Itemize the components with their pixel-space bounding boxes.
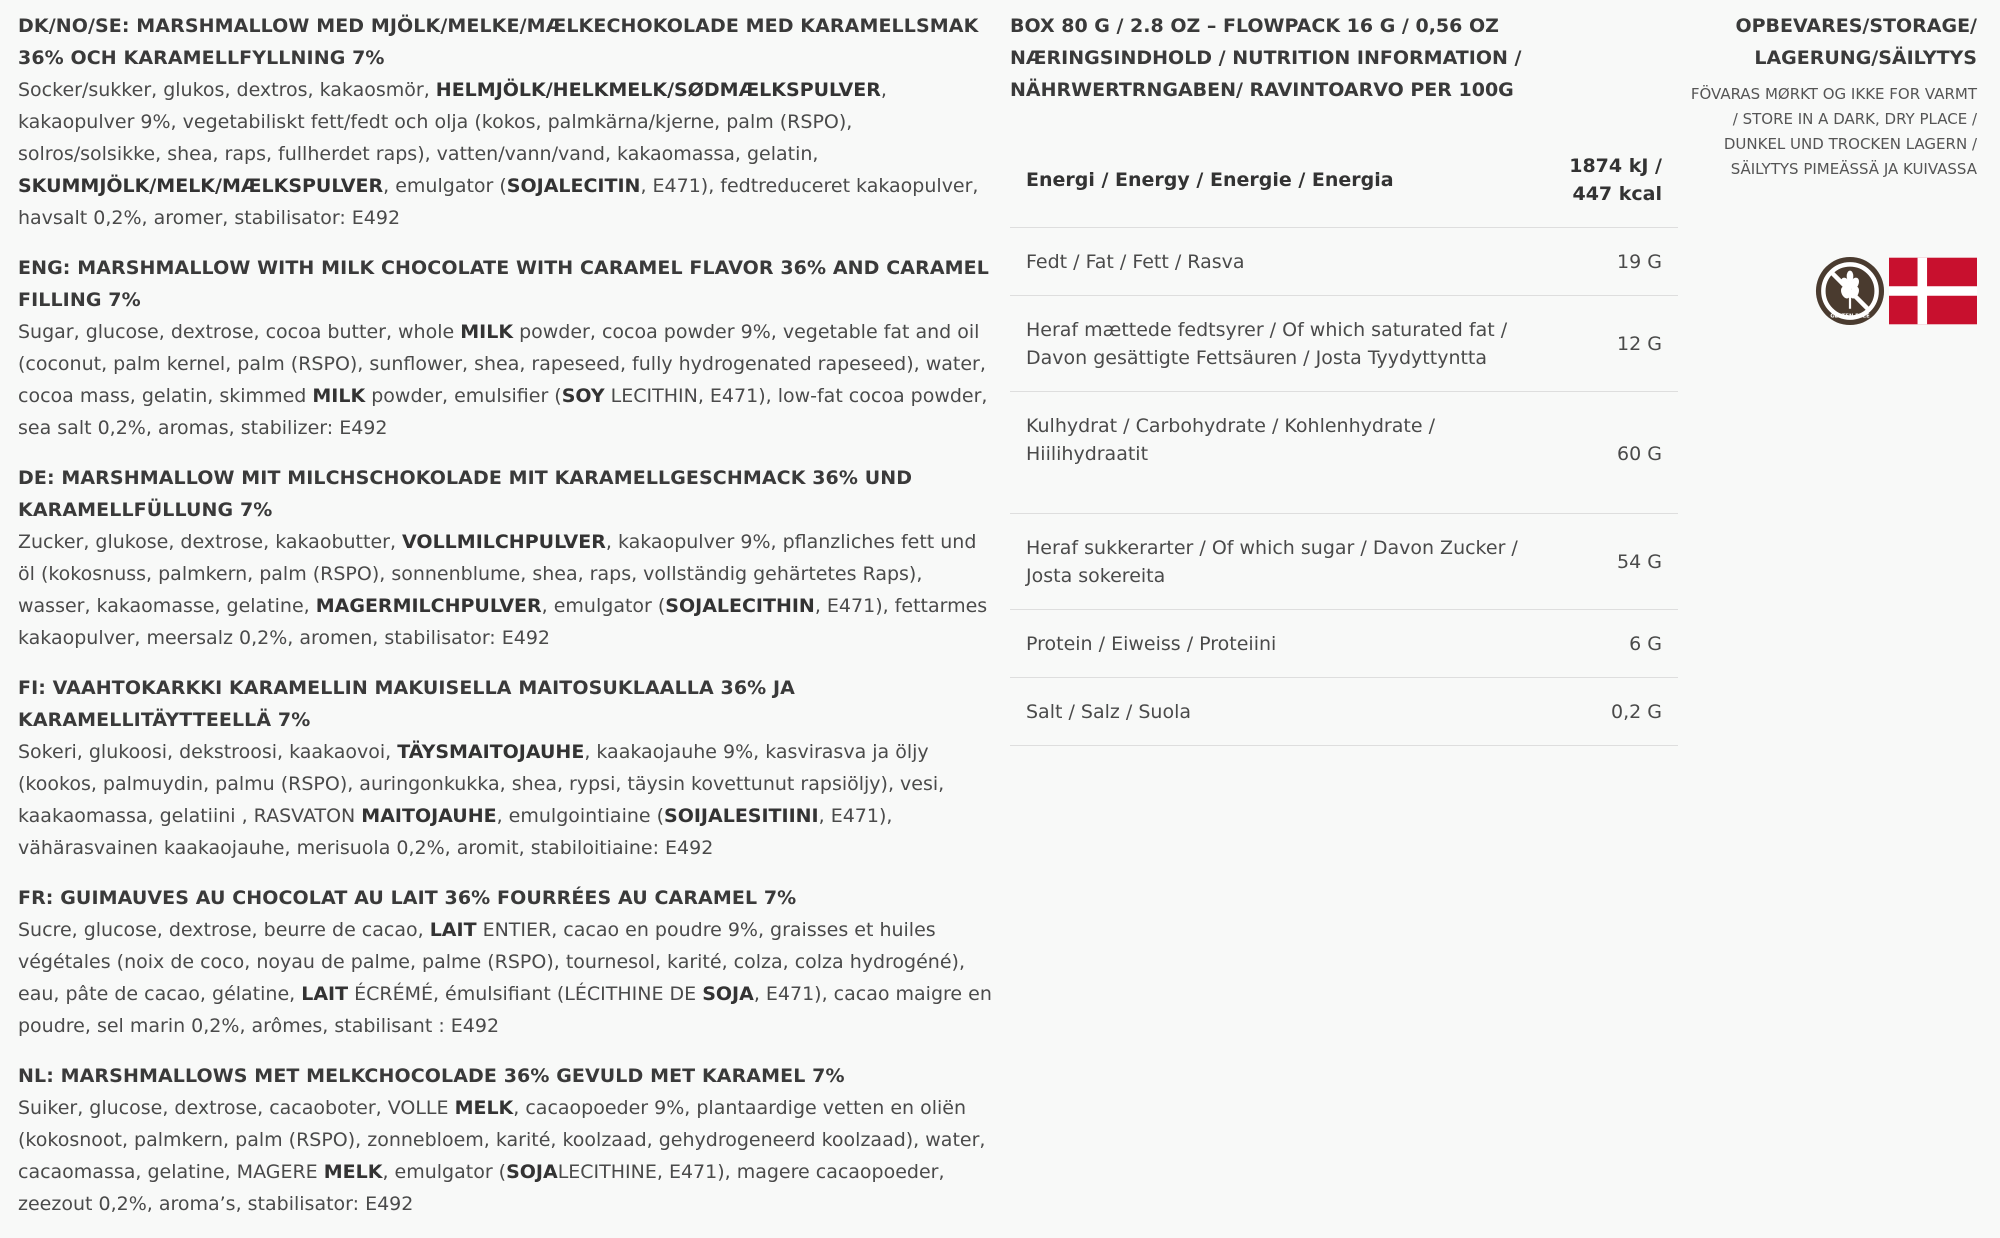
allergen-text: MILK — [460, 321, 514, 343]
nutrition-value: 1874 kJ / 447 kcal — [1569, 154, 1662, 205]
ingredient-text: Zucker, glukose, dextrose, kakaobutter, — [18, 531, 403, 553]
ingredient-text: Sugar, glucose, dextrose, cocoa butter, whole — [18, 321, 461, 343]
allergen-text: LAIT — [429, 919, 477, 941]
nutrition-label: Kulhydrat / Carbohydrate / Kohlenhydrate / Hiilihydraatit — [1026, 415, 1435, 465]
ingredients-text — [18, 736, 993, 864]
nutrition-header — [1010, 10, 1678, 106]
allergen-text: SOJA — [506, 1161, 558, 1183]
nutrition-label: Salt / Salz / Suola — [1026, 700, 1191, 723]
nutrition-table — [1010, 132, 1678, 746]
allergen-text: SOIJALESITIINI — [664, 805, 819, 827]
ingredient-text: , emulgointiaine ( — [496, 805, 665, 827]
allergen-text: MILK — [312, 385, 366, 407]
nutrition-row-salt — [1010, 678, 1678, 746]
allergen-text: MELK — [323, 1161, 383, 1183]
per-100g-line: NÄHRWERTRNGABEN/ RAVINTOARVO PER 100G — [1010, 79, 1514, 101]
nutrition-value: 60 G — [1617, 443, 1662, 465]
ingredient-text: , E471), fettarmes kakaopulver, meersalz 0,2%, aromen, stabilisator: E492 — [18, 595, 988, 649]
storage-title-line: OPBEVARES/STORAGE/ — [1735, 15, 1977, 37]
nutrition-value: 12 G — [1617, 332, 1662, 355]
gluten-free-label: GLUTEN FREE — [1830, 313, 1870, 320]
storage-column — [1687, 10, 1977, 182]
ingredients-dk-no-se — [18, 10, 993, 234]
nutrition-label: Protein / Eiweiss / Proteiini — [1026, 632, 1277, 655]
ingredients-de — [18, 462, 993, 654]
ingredients-fr — [18, 882, 993, 1042]
ingredient-text: Sucre, glucose, dextrose, beurre de cacao, — [18, 919, 430, 941]
ingredients-nl — [18, 1060, 993, 1220]
ingredient-text: , emulgator ( — [382, 1161, 507, 1183]
ingredient-text: , cacaopoeder 9%, plantaardige vetten en oliën (kokosnoot, palmkern, palm (RSPO), zonnebloem, karité, koolzaad, gehydrogeneerd koolzaad), water, cacaomassa, gelatine, MAGERE — [18, 1097, 986, 1183]
ingredient-text: , E471), vähärasvainen kaakaojauhe, merisuola 0,2%, aromit, stabiloitiaine: E492 — [18, 805, 893, 859]
allergen-text: HELMJÖLK/HELKMELK/SØDMÆLKSPULVER — [435, 79, 881, 101]
nutrition-row-energy — [1010, 132, 1678, 228]
ingredients-title: DE: MARSHMALLOW MIT MILCHSCHOKOLADE MIT KARAMELLGESCHMACK 36% UND KARAMELLFÜLLUNG 7% — [18, 467, 913, 521]
ingredients-text — [18, 914, 993, 1042]
allergen-text: SOJALECITIN — [506, 175, 641, 197]
ingredient-text: , kakaopulver 9%, pflanzliches fett und öl (kokosnuss, palmkern, palm (RSPO), sonnenblume, shea, raps, vollständig gehärtetes Raps), wasser, kakaomasse, gelatine, — [18, 531, 977, 617]
ingredients-text — [18, 316, 993, 444]
ingredients-text — [18, 1092, 993, 1220]
ingredients-title: NL: MARSHMALLOWS MET MELKCHOCOLADE 36% GEVULD MET KARAMEL 7% — [18, 1065, 845, 1087]
ingredients-text — [18, 74, 993, 234]
denmark-flag-icon — [1889, 257, 1977, 325]
ingredient-text: Suiker, glucose, dextrose, cacaoboter, VOLLE — [18, 1097, 455, 1119]
ingredient-text: , kaakaojauhe 9%, kasvirasva ja öljy (kookos, palmuydin, palmu (RSPO), auringonkukka, shea, rypsi, täysin kovettunut rapsiöljy), vesi, kaakaomassa, gelatiini , RASVATON — [18, 741, 945, 827]
nutrition-label: Energi / Energy / Energie / Energia — [1026, 168, 1394, 191]
ingredient-text: , emulgator ( — [541, 595, 666, 617]
allergen-text: SKUMMJÖLK/MELK/MÆLKSPULVER — [18, 175, 384, 197]
ingredient-text: LECITHIN, E471), low-fat cocoa powder, sea salt 0,2%, aromas, stabilizer: E492 — [18, 385, 988, 439]
ingredient-text: , E471), cacao maigre en poudre, sel marin 0,2%, arômes, stabilisant : E492 — [18, 983, 992, 1037]
ingredients-text — [18, 526, 993, 654]
nutrition-label: Heraf sukkerarter / Of which sugar / Davon Zucker / Josta sokereita — [1026, 536, 1518, 587]
ingredient-text: ÉCRÉMÉ, émulsifiant (LÉCITHINE DE — [348, 983, 703, 1005]
ingredients-title: ENG: MARSHMALLOW WITH MILK CHOCOLATE WITH CARAMEL FLAVOR 36% AND CARAMEL FILLING 7% — [18, 257, 989, 311]
nutrition-value: 19 G — [1617, 250, 1662, 273]
ingredients-column — [18, 10, 993, 1238]
allergen-text: VOLLMILCHPULVER — [402, 531, 606, 553]
ingredient-text: Socker/sukker, glukos, dextros, kakaosmör, — [18, 79, 436, 101]
package-size-line: BOX 80 G / 2.8 OZ – FLOWPACK 16 G / 0,56 OZ — [1010, 15, 1499, 37]
ingredient-text: , E471), fedtreduceret kakaopulver, havsalt 0,2%, aromer, stabilisator: E492 — [18, 175, 979, 229]
allergen-text: LAIT — [301, 983, 349, 1005]
allergen-text: SOY — [561, 385, 605, 407]
gluten-free-icon — [1813, 254, 1887, 328]
storage-instructions: FÖVARAS MØRKT OG IKKE FOR VARMT / STORE IN A DARK, DRY PLACE / DUNKEL UND TROCKEN LAGERN / SÄILYTYS PIMEÄSSÄ JA KUIVASSA — [1690, 85, 1977, 178]
ingredient-text: , kakaopulver 9%, vegetabiliskt fett/fedt och olja (kokos, palmkärna/kjerne, palm (RSPO), solros/solsikke, shea, raps, fullherdet raps), vatten/vann/vand, kakaomassa, gelatin, — [18, 79, 887, 165]
nutrition-row-protein — [1010, 610, 1678, 678]
nutrition-row-sugar — [1010, 514, 1678, 610]
nutrition-value: 54 G — [1617, 550, 1662, 573]
ingredient-text: powder, emulsifier ( — [365, 385, 562, 407]
ingredients-title: FI: VAAHTOKARKKI KARAMELLIN MAKUISELLA MAITOSUKLAALLA 36% JA KARAMELLITÄYTTEELLÄ 7% — [18, 677, 795, 731]
nutrition-info-line: NÆRINGSINDHOLD / NUTRITION INFORMATION / — [1010, 47, 1522, 69]
nutrition-column — [1010, 10, 1678, 746]
allergen-text: MAITOJAUHE — [361, 805, 497, 827]
badges — [1813, 254, 1977, 328]
ingredient-text: LECITHINE, E471), magere cacaopoeder, zeezout 0,2%, aroma’s, stabilisator: E492 — [18, 1161, 945, 1215]
ingredient-text: Sokeri, glukoosi, dekstroosi, kaakaovoi, — [18, 741, 398, 763]
nutrition-row-saturated-fat — [1010, 296, 1678, 392]
nutrition-label: Fedt / Fat / Fett / Rasva — [1026, 250, 1245, 273]
ingredient-text: powder, cocoa powder 9%, vegetable fat and oil (coconut, palm kernel, palm (RSPO), sunflower, shea, rapeseed, fully hydrogenated rapeseed), water, cocoa mass, gelatin, skimmed — [18, 321, 986, 407]
allergen-text: MELK — [454, 1097, 514, 1119]
nutrition-value: 6 G — [1629, 632, 1662, 655]
allergen-text: SOJA — [702, 983, 754, 1005]
ingredients-title: DK/NO/SE: MARSHMALLOW MED MJÖLK/MELKE/MÆLKECHOKOLADE MED KARAMELLSMAK 36% OCH KARAMELLFYLLNING 7% — [18, 15, 979, 69]
ingredients-fi — [18, 672, 993, 864]
ingredient-text: ENTIER, cacao en poudre 9%, graisses et huiles végétales (noix de coco, noyau de palme, palme (RSPO), tournesol, karité, colza, colza hydrogéné), eau, pâte de cacao, gélatine, — [18, 919, 965, 1005]
ingredients-eng — [18, 252, 993, 444]
allergen-text: TÄYSMAITOJAUHE — [397, 741, 585, 763]
nutrition-label: Heraf mættede fedtsyrer / Of which saturated fat / Davon gesättigte Fettsäuren / Josta Tyydyttyntta — [1026, 318, 1508, 369]
allergen-text: SOJALECITHIN — [665, 595, 815, 617]
nutrition-value: 0,2 G — [1611, 700, 1662, 723]
storage-title — [1687, 10, 1977, 74]
nutrition-row-carbohydrate — [1010, 392, 1678, 514]
nutrition-row-fat — [1010, 228, 1678, 296]
ingredient-text: , emulgator ( — [383, 175, 507, 197]
allergen-text: MAGERMILCHPULVER — [315, 595, 542, 617]
storage-title-line: LAGERUNG/SÄILYTYS — [1754, 47, 1977, 69]
ingredients-title: FR: GUIMAUVES AU CHOCOLAT AU LAIT 36% FOURRÉES AU CARAMEL 7% — [18, 887, 797, 909]
